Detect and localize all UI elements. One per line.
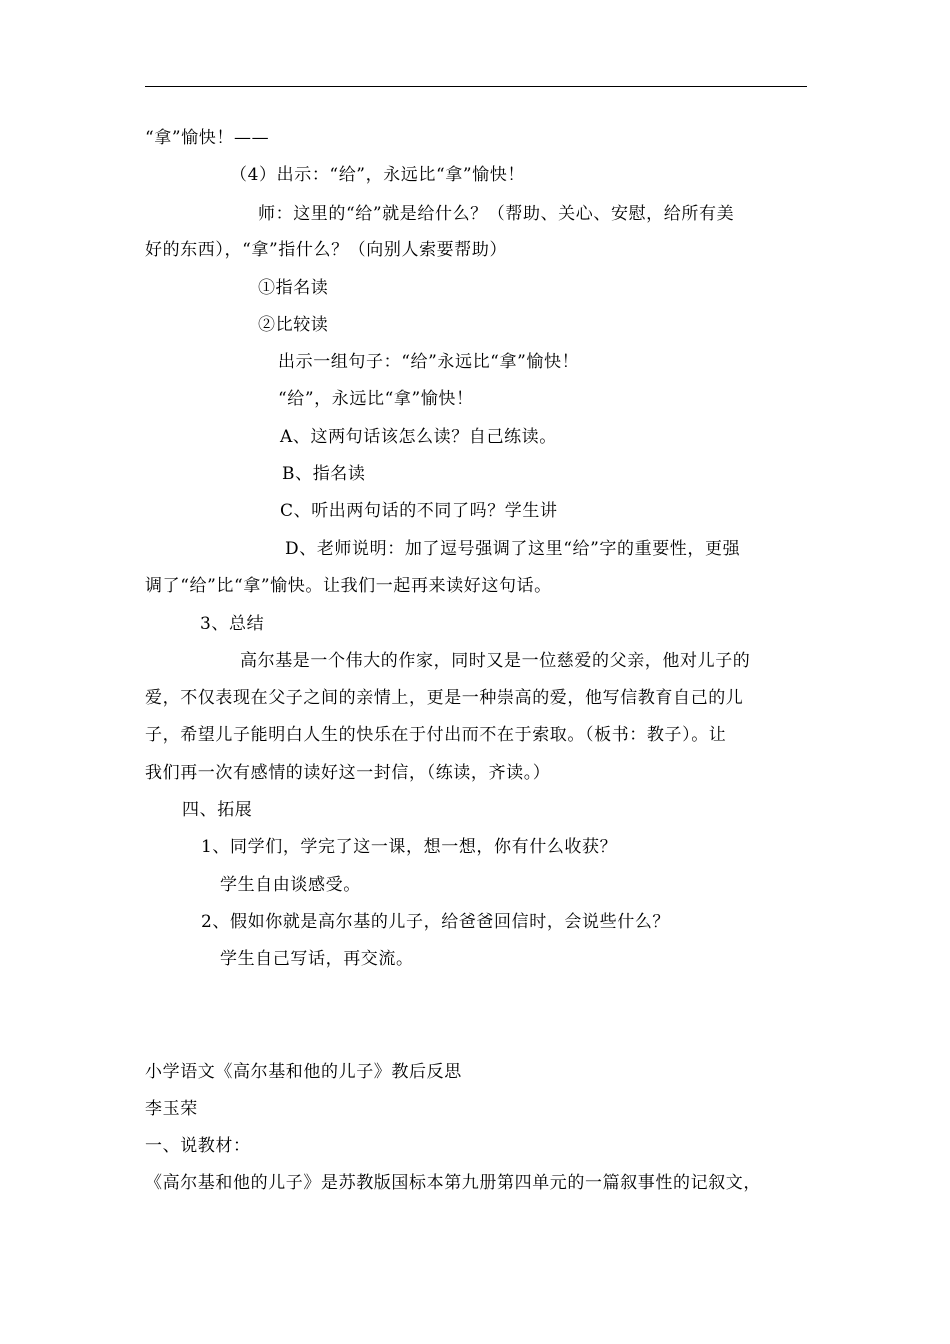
text-line: 爱，不仅表现在父子之间的亲情上，更是一种崇高的爱，他写信教育自己的儿: [145, 688, 744, 708]
text-line: 一、说教材：: [145, 1136, 251, 1156]
header-rule: [145, 86, 807, 87]
text-line: “拿”愉快！——: [145, 128, 270, 148]
text-line: A、这两句话该怎么读？自己练读。: [280, 427, 557, 447]
text-line: ①指名读: [258, 278, 329, 298]
text-line: “给”，永远比“拿”愉快！: [278, 389, 474, 409]
text-line: 小学语文《高尔基和他的儿子》教后反思: [145, 1062, 462, 1082]
text-line: 出示一组句子：“给”永远比“拿”愉快！: [278, 352, 580, 372]
text-line: 调了“给”比“拿”愉快。让我们一起再来读好这句话。: [145, 576, 552, 596]
text-line: 子，希望儿子能明白人生的快乐在于付出而不在于索取。（板书：教子）。让: [145, 725, 727, 745]
text-line: 3、总结: [200, 614, 265, 634]
text-line: B、指名读: [282, 464, 366, 484]
text-line: ②比较读: [258, 315, 329, 335]
text-line: C、听出两句话的不同了吗？学生讲: [280, 501, 558, 521]
text-line: D、老师说明：加了逗号强调了这里“给”字的重要性，更强: [285, 539, 741, 559]
text-line: 师：这里的“给”就是给什么？（帮助、关心、安慰，给所有美: [258, 204, 735, 224]
text-line: 《高尔基和他的儿子》是苏教版国标本第九册第四单元的一篇叙事性的记叙文，: [145, 1173, 761, 1193]
text-line: 学生自己写话，再交流。: [220, 949, 414, 969]
text-line: 好的东西），“拿”指什么？（向别人索要帮助）: [145, 240, 508, 260]
text-line: 四、拓展: [182, 800, 253, 820]
text-line: 我们再一次有感情的读好这一封信，（练读，齐读。）: [145, 763, 551, 783]
text-line: 2、假如你就是高尔基的儿子，给爸爸回信时，会说些什么？: [201, 912, 671, 932]
text-line: 学生自由谈感受。: [220, 875, 361, 895]
text-line: （4）出示：“给”，永远比“拿”愉快！: [230, 165, 525, 185]
text-line: 李玉荣: [145, 1099, 198, 1119]
text-line: 1、同学们，学完了这一课，想一想，你有什么收获？: [201, 837, 618, 857]
text-line: 高尔基是一个伟大的作家，同时又是一位慈爱的父亲，他对儿子的: [240, 651, 751, 671]
